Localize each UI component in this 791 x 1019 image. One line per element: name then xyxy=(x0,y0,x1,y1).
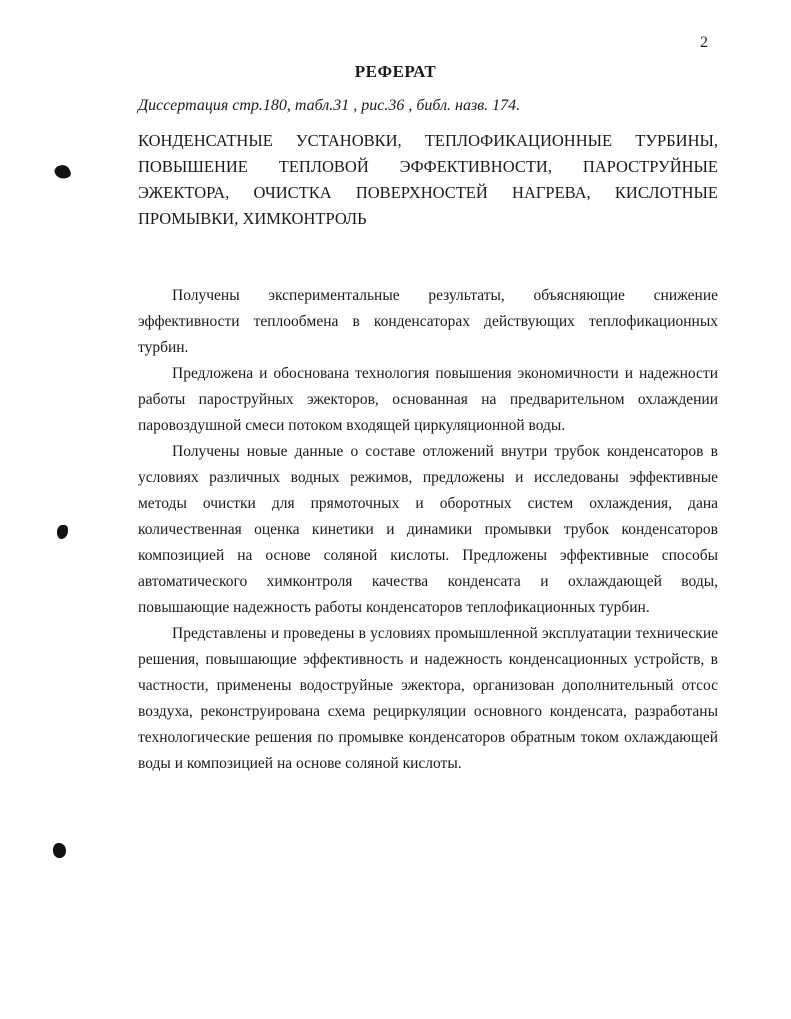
abstract-body xyxy=(138,283,718,777)
paragraph: Получены новые данные о составе отложений внутри трубок конденсаторов в условиях различных водных режимов, предложены и исследованы эффективные методы очистки для прямоточных и оборотных систем охлаждения, дана количественная оценка кинетики и динамики промывки трубок конденсаторов композицией на основе соляной кислоты. Предложены эффективные способы автоматического химконтроля качества конденсата и охлаждающей воды, повышающие надежность работы конденсаторов теплофикационных турбин. xyxy=(138,443,718,616)
paragraph: Получены экспериментальные результаты, объясняющие снижение эффективности теплообмена в конденсаторах действующих теплофикационных турбин. xyxy=(138,287,718,356)
scan-blot-mark xyxy=(53,843,66,858)
page-number: 2 xyxy=(700,34,708,51)
scan-blot-mark xyxy=(53,163,72,181)
paragraph: Представлены и проведены в условиях промышленной эксплуатации технические решения, повышающие эффективность и надежность конденсационных устройств, в частности, применены водоструйные эжектора, организован дополнительный отсос воздуха, реконструирована схема рециркуляции основного конденсата, разработаны технологические решения по промывке конденсаторов обратным током охлаждающей воды и композицией на основе соляной кислоты. xyxy=(138,625,718,772)
scan-blot-mark xyxy=(57,525,68,539)
page-title: РЕФЕРАТ xyxy=(354,62,437,81)
paragraph: Предложена и обоснована технология повышения экономичности и надежности работы пароструйных эжекторов, основанная на предварительном охлаждении паровоздушной смеси потоком входящей циркуляционной воды. xyxy=(138,365,718,434)
keywords: КОНДЕНСАТНЫЕ УСТАНОВКИ, ТЕПЛОФИКАЦИОННЫЕ ТУРБИНЫ, ПОВЫШЕНИЕ ТЕПЛОВОЙ ЭФФЕКТИВНОСТИ, ПАРОСТРУЙНЫЕ ЭЖЕКТОРА, ОЧИСТКА ПОВЕРХНОСТЕЙ НАГРЕВА, КИСЛОТНЫЕ ПРОМЫВКИ, ХИМКОНТРОЛЬ xyxy=(138,131,718,228)
dissertation-meta: Диссертация стр.180, табл.31 , рис.36 , библ. назв. 174. xyxy=(138,97,521,114)
